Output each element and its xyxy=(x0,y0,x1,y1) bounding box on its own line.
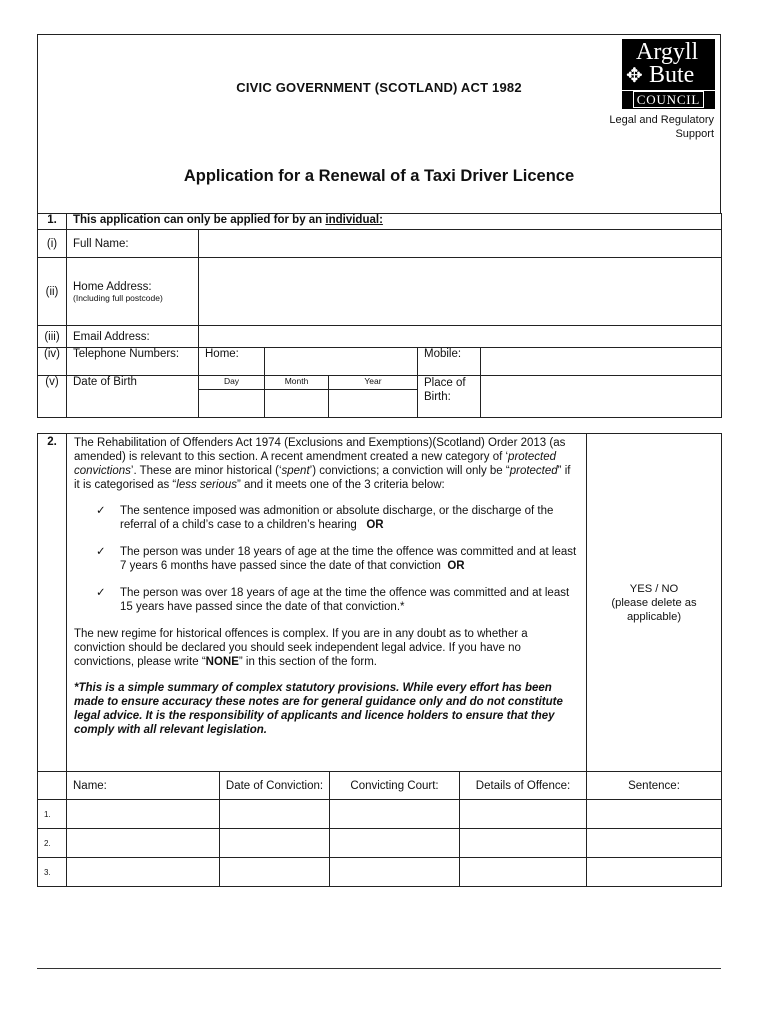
conviction-sentence-field[interactable] xyxy=(587,858,722,887)
act-title: CIVIC GOVERNMENT (SCOTLAND) ACT 1982 xyxy=(236,80,522,95)
checkmark-icon: ✓ xyxy=(96,546,106,558)
logo-line3: COUNCIL xyxy=(633,91,704,108)
section1-heading xyxy=(67,214,722,230)
full-name-label: Full Name: xyxy=(67,230,199,258)
department xyxy=(609,113,714,141)
conviction-name-field[interactable] xyxy=(67,829,220,858)
conviction-details-field[interactable] xyxy=(460,800,587,829)
place-of-birth-field[interactable] xyxy=(481,376,722,418)
intro-part: ’) convictions; a conviction will only be “ xyxy=(309,465,510,477)
disclaimer: *This is a simple summary of complex statutory provisions. While every effort has been made to ensure accuracy these notes are for general guidance only and do not constitute legal advice. It is the responsibility of applicants and licence holders to ensure that they comply with all relevant legislation. xyxy=(74,682,563,736)
criterion-or: OR xyxy=(366,519,384,531)
section2-text xyxy=(67,434,587,772)
conviction-date-field[interactable] xyxy=(220,858,330,887)
header-box xyxy=(37,34,721,214)
crest-icon: ✥ xyxy=(626,65,643,87)
home-address-field[interactable] xyxy=(199,258,722,326)
conviction-court-field[interactable] xyxy=(330,800,460,829)
conviction-date-field[interactable] xyxy=(220,800,330,829)
conviction-row-number: 2. xyxy=(38,829,67,858)
logo-line1: Argyll xyxy=(636,39,699,65)
row-number: (v) xyxy=(38,376,67,418)
col-details: Details of Offence: xyxy=(460,772,587,800)
dob-month-field[interactable] xyxy=(265,390,329,418)
intro-part: The Rehabilitation of Offenders Act 1974 (Exclusions and Exemptions)(Scotland) Order 2013 (as amended) is relevant to this section. A recent amendment created a new category of ‘ xyxy=(74,437,566,463)
intro-part: ’. These are minor historical (‘ xyxy=(130,465,282,477)
mobile-label: Mobile: xyxy=(418,348,481,376)
conviction-details-field[interactable] xyxy=(460,829,587,858)
conviction-court-field[interactable] xyxy=(330,829,460,858)
dob-label: Date of Birth xyxy=(67,376,199,418)
place-of-birth-label: Place of Birth: xyxy=(418,376,481,418)
section1-heading-prefix: This application can only be applied for by an xyxy=(73,214,326,226)
col-court: Convicting Court: xyxy=(330,772,460,800)
conviction-details-field[interactable] xyxy=(460,858,587,887)
dob-day-label: Day xyxy=(199,376,265,390)
intro-part: ” and it meets one of the 3 criteria below: xyxy=(236,479,445,491)
dob-day-field[interactable] xyxy=(199,390,265,418)
row-number: (ii) xyxy=(38,258,67,326)
home-address-sublabel: (Including full postcode) xyxy=(73,292,163,303)
conviction-row-number: 1. xyxy=(38,800,67,829)
home-phone-field[interactable] xyxy=(265,348,418,376)
criterion-text: The person was over 18 years of age at the time the offence was committed and at least 15 years have passed since the date of that conviction.* xyxy=(120,587,570,613)
conviction-sentence-field[interactable] xyxy=(587,800,722,829)
col-name: Name: xyxy=(67,772,220,800)
yes-no: YES / NO xyxy=(629,582,679,595)
dob-month-label: Month xyxy=(265,376,329,390)
row-number: (iv) xyxy=(38,348,67,376)
form-title: Application for a Renewal of a Taxi Driver Licence xyxy=(183,167,575,185)
dob-year-field[interactable] xyxy=(329,390,418,418)
intro-italic: protected convictions xyxy=(74,451,556,477)
conviction-row-number: 3. xyxy=(38,858,67,887)
criterion-2 xyxy=(74,545,578,573)
conviction-court-field[interactable] xyxy=(330,858,460,887)
section1-table xyxy=(37,213,722,418)
footer-divider xyxy=(37,968,721,969)
dob-year-label: Year xyxy=(329,376,418,390)
section1-number: 1. xyxy=(38,214,67,230)
regime-paragraph xyxy=(74,627,578,669)
conviction-sentence-field[interactable] xyxy=(587,829,722,858)
intro-italic: spent xyxy=(281,465,310,477)
section2-number: 2. xyxy=(38,434,67,772)
home-phone-label: Home: xyxy=(199,348,265,376)
criterion-or: OR xyxy=(447,560,465,572)
criterion-3 xyxy=(74,586,578,614)
council-logo xyxy=(622,39,715,109)
email-label: Email Address: xyxy=(67,326,199,348)
col-date: Date of Conviction: xyxy=(220,772,330,800)
regime-part: ” in this section of the form. xyxy=(238,656,377,668)
checkmark-icon: ✓ xyxy=(96,587,106,599)
email-field[interactable] xyxy=(199,326,722,348)
criterion-text: The sentence imposed was admonition or absolute discharge, or the discharge of the referral of a child’s case to a children’s hearing xyxy=(120,505,554,531)
regime-part: The new regime for historical offences is complex. If you are in any doubt as to whether a conviction should be declared you should seek independent legal advice. If you have no convictions, please write “ xyxy=(74,628,528,668)
col-sentence: Sentence: xyxy=(587,772,722,800)
checkmark-icon: ✓ xyxy=(96,505,106,517)
telephone-label: Telephone Numbers: xyxy=(67,348,199,376)
yes-no-cell[interactable] xyxy=(587,434,722,772)
conviction-date-field[interactable] xyxy=(220,829,330,858)
yes-no-note: (please delete as applicable) xyxy=(611,596,697,623)
conviction-name-field[interactable] xyxy=(67,800,220,829)
intro-italic: protected xyxy=(509,465,558,477)
conviction-name-field[interactable] xyxy=(67,858,220,887)
header-spacer xyxy=(38,772,67,800)
full-name-field[interactable] xyxy=(199,230,722,258)
row-number: (i) xyxy=(38,230,67,258)
department-line1: Legal and Regulatory xyxy=(609,114,714,126)
row-number: (iii) xyxy=(38,326,67,348)
criterion-text: The person was under 18 years of age at the time the offence was committed and at least 7 years 6 months have passed since the date of that conviction xyxy=(120,546,577,572)
intro-part: ” if it is categorised as “ xyxy=(74,465,571,491)
section2-table xyxy=(37,433,722,887)
logo-line3-wrap xyxy=(622,90,715,108)
logo-line2: Bute xyxy=(649,62,695,88)
department-line2: Support xyxy=(675,128,714,140)
mobile-field[interactable] xyxy=(481,348,722,376)
criterion-1 xyxy=(74,504,578,532)
regime-none: NONE xyxy=(205,656,239,668)
section1-heading-underlined: individual: xyxy=(325,214,383,226)
home-address-label-cell xyxy=(67,258,199,326)
section2-intro xyxy=(74,436,578,492)
intro-italic: less serious xyxy=(176,479,237,491)
home-address-label: Home Address: xyxy=(73,280,152,293)
